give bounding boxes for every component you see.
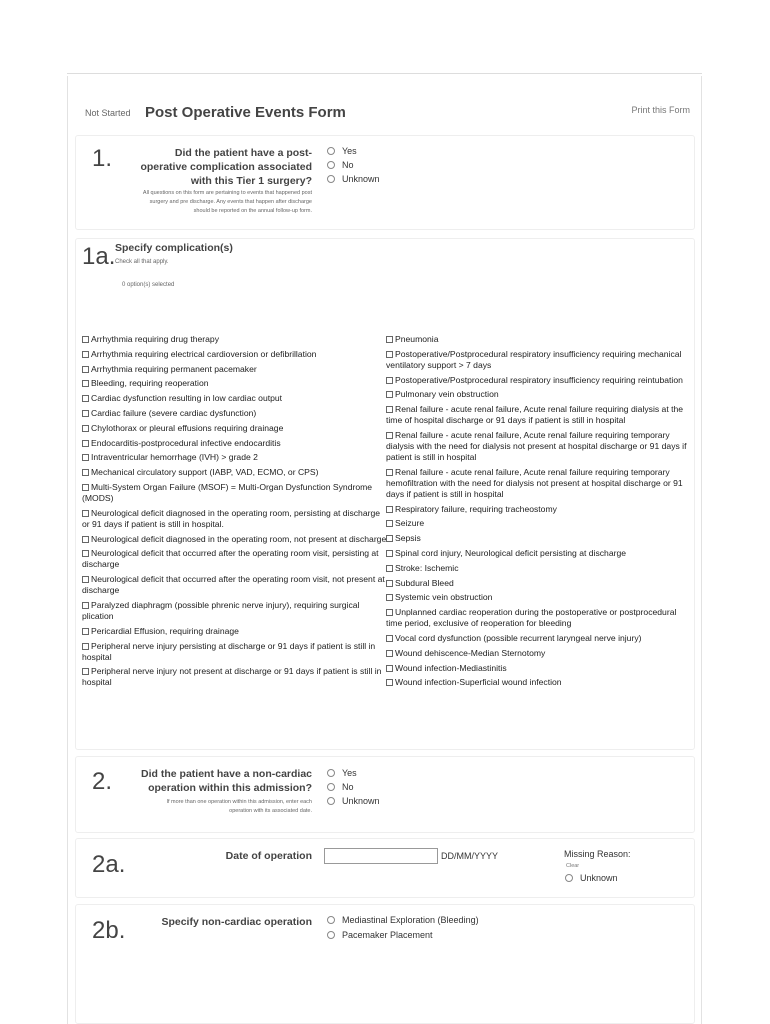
question-number: 2b.: [92, 917, 126, 944]
complication-option[interactable]: Respiratory failure, requiring tracheostomy: [386, 504, 691, 515]
form-status: Not Started: [85, 108, 131, 118]
complication-option[interactable]: Chylothorax or pleural effusions requiring drainage: [82, 423, 387, 434]
complication-option[interactable]: Mechanical circulatory support (IABP, VAD, ECMO, or CPS): [82, 467, 387, 478]
checkbox[interactable]: [82, 536, 89, 543]
checkbox[interactable]: [82, 351, 89, 358]
checkbox[interactable]: [82, 668, 89, 675]
checkbox[interactable]: [82, 425, 89, 432]
complication-option[interactable]: Stroke: Ischemic: [386, 563, 691, 574]
q2-option-unknown[interactable]: Unknown: [327, 796, 380, 806]
complication-list-right: [386, 334, 691, 692]
complication-option[interactable]: Wound dehiscence-Median Sternotomy: [386, 648, 691, 659]
checkbox[interactable]: [386, 580, 393, 587]
complication-option[interactable]: Neurological deficit that occurred after the operating room visit, not present at discharge: [82, 574, 385, 596]
checkbox[interactable]: [82, 469, 89, 476]
complication-option[interactable]: Intraventricular hemorrhage (IVH) > grade 2: [82, 452, 387, 463]
complication-option[interactable]: Sepsis: [386, 533, 691, 544]
checkbox[interactable]: [386, 391, 393, 398]
complication-option[interactable]: Arrhythmia requiring permanent pacemaker: [82, 364, 387, 375]
selected-count: 0 option(s) selected: [122, 282, 175, 288]
complication-option[interactable]: Multi-System Organ Failure (MSOF) = Multi-Organ Dysfunction Syndrome (MODS): [82, 481, 373, 503]
radio-button[interactable]: [327, 931, 335, 939]
missing-reason-unknown[interactable]: Unknown: [565, 873, 618, 883]
checkbox[interactable]: [82, 336, 89, 343]
checkbox[interactable]: [82, 440, 89, 447]
complication-option[interactable]: Postoperative/Postprocedural respiratory insufficiency requiring reintubation: [386, 375, 691, 386]
complication-option[interactable]: Spinal cord injury, Neurological deficit persisting at discharge: [386, 548, 691, 559]
question-1-text: Did the patient have a post- operative complication associated with this Tier 1 surgery?: [140, 147, 312, 187]
radio-button[interactable]: [565, 874, 573, 882]
q1-option-no[interactable]: No: [327, 160, 354, 170]
date-of-operation-input[interactable]: [324, 848, 438, 864]
question-number: 1a.: [82, 243, 116, 270]
question-1-note: All questions on this form are pertaining to events that happened post surgery and pre discharge. Any events that happen after discharge should be reported on the annual follow-up form.: [142, 190, 312, 214]
checkbox[interactable]: [386, 336, 393, 343]
question-number: 1.: [92, 145, 113, 172]
complication-option[interactable]: Cardiac failure (severe cardiac dysfunction): [82, 408, 387, 419]
complication-option[interactable]: Cardiac dysfunction resulting in low cardiac output: [82, 393, 387, 404]
checkbox[interactable]: [386, 594, 393, 601]
checkbox[interactable]: [82, 484, 89, 491]
question-2-note: If more than one operation within this admission, enter each operation with its associated date.: [166, 799, 312, 814]
question-number: 2a.: [92, 851, 126, 878]
checkbox[interactable]: [386, 406, 393, 413]
missing-reason-label: Missing Reason:: [564, 849, 631, 859]
checkbox[interactable]: [386, 650, 393, 657]
complication-option[interactable]: Neurological deficit that occurred after the operating room visit, persisting at discharge: [82, 548, 379, 570]
question-1a-hint: Check all that apply.: [115, 259, 169, 265]
checkbox[interactable]: [386, 609, 393, 616]
checkbox[interactable]: [82, 628, 89, 635]
operation-option[interactable]: Mediastinal Exploration (Bleeding): [327, 915, 479, 925]
complication-option[interactable]: Wound infection-Superficial wound infection: [386, 677, 691, 688]
complication-option[interactable]: Pneumonia: [386, 334, 691, 345]
checkbox[interactable]: [82, 410, 89, 417]
checkbox[interactable]: [82, 550, 89, 557]
checkbox[interactable]: [386, 469, 393, 476]
complication-option[interactable]: Pulmonary vein obstruction: [386, 389, 691, 400]
operation-option[interactable]: Pacemaker Placement: [327, 930, 433, 940]
complication-option[interactable]: Systemic vein obstruction: [386, 592, 691, 603]
complication-option[interactable]: Renal failure - acute renal failure, Acute renal failure requiring dialysis at the time of hospital discharge or 91 days if patient is still in hospital: [386, 404, 684, 426]
question-1a-title: Specify complication(s): [115, 242, 233, 254]
radio-button[interactable]: [327, 769, 335, 777]
complication-option[interactable]: Unplanned cardiac reoperation during the postoperative or postprocedural time period, exclusive of reoperation for bleeding: [386, 607, 677, 629]
radio-button[interactable]: [327, 175, 335, 183]
checkbox[interactable]: [82, 366, 89, 373]
question-number: 2.: [92, 768, 113, 795]
complication-option[interactable]: Renal failure - acute renal failure, Acute renal failure requiring temporary dialysis with the need for dialysis not present at hospital discharge or 91 days if patient is still in hospital: [386, 429, 687, 462]
checkbox[interactable]: [82, 510, 89, 517]
q2-option-yes[interactable]: Yes: [327, 768, 357, 778]
radio-button[interactable]: [327, 797, 335, 805]
complication-option[interactable]: Postoperative/Postprocedural respiratory insufficiency requiring mechanical ventilatory support > 7 days: [386, 348, 682, 370]
question-2a-card: [75, 838, 695, 898]
checkbox[interactable]: [386, 535, 393, 542]
complication-option[interactable]: Arrhythmia requiring electrical cardioversion or defibrillation: [82, 349, 387, 360]
checkbox[interactable]: [386, 351, 393, 358]
complication-option[interactable]: Arrhythmia requiring drug therapy: [82, 334, 387, 345]
print-form-link[interactable]: Print this Form: [631, 105, 690, 115]
checkbox[interactable]: [386, 550, 393, 557]
checkbox[interactable]: [82, 576, 89, 583]
complication-option[interactable]: Peripheral nerve injury persisting at discharge or 91 days if patient is still in hospital: [82, 640, 376, 662]
complication-option[interactable]: Vocal cord dysfunction (possible recurrent laryngeal nerve injury): [386, 633, 691, 644]
question-2-text: Did the patient have a non-cardiac operation within this admission?: [141, 768, 312, 794]
radio-button[interactable]: [327, 147, 335, 155]
checkbox[interactable]: [386, 377, 393, 384]
page-title: Post Operative Events Form: [145, 104, 346, 121]
checkbox[interactable]: [386, 520, 393, 527]
complication-option[interactable]: Subdural Bleed: [386, 578, 691, 589]
radio-button[interactable]: [327, 916, 335, 924]
date-of-operation-label: Date of operation: [225, 850, 312, 862]
non-cardiac-operation-label: Specify non-cardiac operation: [161, 916, 312, 928]
complication-list-left: [82, 334, 387, 692]
checkbox[interactable]: [386, 635, 393, 642]
complication-option[interactable]: Endocarditis-postprocedural infective endocarditis: [82, 438, 387, 449]
q2-option-no[interactable]: No: [327, 782, 354, 792]
checkbox[interactable]: [386, 565, 393, 572]
radio-button[interactable]: [327, 161, 335, 169]
complication-option[interactable]: Wound infection-Mediastinitis: [386, 663, 691, 674]
complication-option[interactable]: Seizure: [386, 518, 691, 529]
date-format-hint: DD/MM/YYYY: [441, 851, 499, 861]
checkbox[interactable]: [386, 506, 393, 513]
checkbox[interactable]: [386, 679, 393, 686]
complication-option[interactable]: Neurological deficit diagnosed in the operating room, not present at discharge: [82, 534, 387, 545]
checkbox[interactable]: [82, 380, 89, 387]
complication-option[interactable]: Paralyzed diaphragm (possible phrenic nerve injury), requiring surgical plication: [82, 599, 360, 621]
clear-link[interactable]: Clear: [566, 863, 580, 869]
checkbox[interactable]: [82, 602, 89, 609]
q1-option-yes[interactable]: Yes: [327, 146, 357, 156]
complication-option[interactable]: Neurological deficit diagnosed in the operating room, persisting at discharge or 91 days if patient is still in hospital.: [82, 507, 381, 529]
complication-option[interactable]: Bleeding, requiring reoperation: [82, 378, 387, 389]
radio-button[interactable]: [327, 783, 335, 791]
checkbox[interactable]: [386, 432, 393, 439]
checkbox[interactable]: [82, 643, 89, 650]
checkbox[interactable]: [82, 454, 89, 461]
complication-option[interactable]: Pericardial Effusion, requiring drainage: [82, 626, 387, 637]
top-divider: [67, 73, 702, 74]
checkbox[interactable]: [386, 665, 393, 672]
q1-option-unknown[interactable]: Unknown: [327, 174, 380, 184]
complication-option[interactable]: Renal failure - acute renal failure, Acute renal failure requiring temporary hemofiltration with the need for dialysis not present at hospital discharge or 91 days if patient is still in hospital: [386, 466, 683, 499]
complication-option[interactable]: Peripheral nerve injury not present at discharge or 91 days if patient is still in hospital: [82, 666, 382, 688]
checkbox[interactable]: [82, 395, 89, 402]
